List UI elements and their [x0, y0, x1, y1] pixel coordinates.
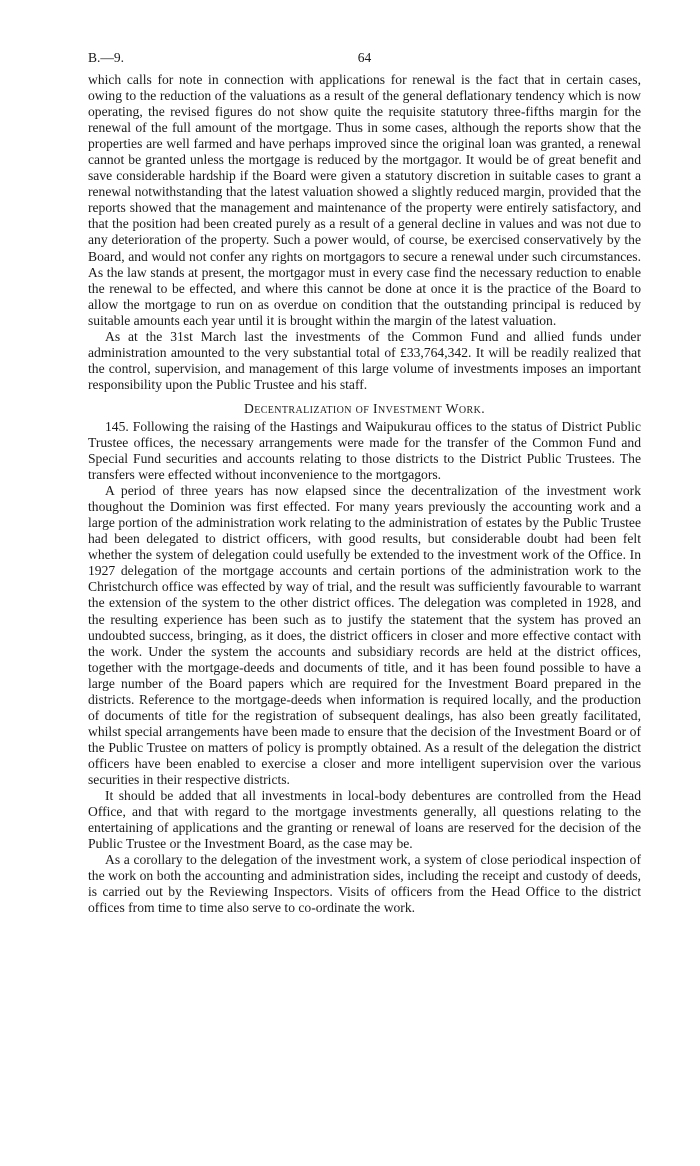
paragraph-decentralization-history: A period of three years has now elapsed since the decentralization of the investment work thoughout the Dominion was first effected. For many years previously the accounting work and a large portion of the administration work relating to the administration of estates by the Public Trustee had been delegated to district officers, with good results, but considerable doubt had been felt whether the system of delegation could usefully be extended to the investment work of the Office. In 1927 delegation of the mortgage accounts and certain portions of the administration work to the Christchurch office was effected by way of trial, and the result was sufficiently favourable to warrant the extension of the system to the other district offices. The delegation was completed in 1928, and the resulting experience has been such as to justify the statement that the system has proved an undoubted success, bringing, as it does, the district officers in closer and more effective contact with the work. Under the system the accounts and subsidiary records are held at the district offices, together with the mortgage-deeds and documents of title, and it has been found possible to have a large number of the Board papers which are required for the Investment Board prepared in the districts. Reference to the mortgage-deeds when information is required locally, and the production of documents of title for the registration of subsequent dealings, has also been greatly facilitated, whilst special arrangements have been made to ensure that the decision of the Investment Board or of the Public Trustee on matters of policy is promptly obtained. As a result of the delegation the district officers have been enabled to exercise a closer and more intelligent supervision over the various securities in their respective districts.: [88, 483, 641, 787]
paragraph-head-office-control: It should be added that all investments in local-body debentures are controlled from the Head Office, and that with regard to the mortgage investments generally, all questions relating to the entertaining of applications and the granting or renewal of loans are reserved for the decision of the Public Trustee or the Investment Board, as the case may be.: [88, 788, 641, 852]
page-number: 64: [357, 50, 372, 65]
section-heading: Decentralization of Investment Work.: [243, 400, 486, 416]
paragraph-continuation: which calls for note in connection with applications for renewal is the fact that in certain cases, owing to the reduction of the valuations as a result of the general deflationary tendency which is now operating, the revised figures do not show quite the requisite statutory three-fifths margin for the renewal of the full amount of the mortgage. Thus in some cases, although the reports show that the properties are well farmed and have perhaps improved since the original loan was granted, a renewal cannot be granted unless the mortgage is reduced by the mortgagor. It would be of great benefit and save considerable hardship if the Board were given a statutory discretion in suitable cases to grant a renewal notwithstanding that the latest valuation showed a slightly reduced margin, provided that the reports showed that the management and maintenance of the property were entirely satisfactory, and that the position had been created purely as a result of a general decline in values and was not due to any deterioration of the property. Such a power would, of course, be exercised conservatively by the Board, and would not confer any rights on mortgagors to secure a renewal under such circumstances. As the law stands at present, the mortgagor must in every case find the necessary reduction to enable the renewal to be effected, and where this cannot be done at once it is the practice of the Board to allow the mortgage to run on as overdue on condition that the outstanding principal is reduced by suitable amounts each year until it is brought within the margin of the latest valuation.: [88, 72, 641, 328]
document-page: [88, 50, 641, 916]
document-reference: B.—9.: [88, 50, 125, 65]
paragraph-investments-total: As at the 31st March last the investments of the Common Fund and allied funds under administration amounted to the very substantial total of £33,764,342. It will be readily realized that the control, supervision, and management of this large volume of investments imposes an important responsibility upon the Public Trustee and his staff.: [88, 328, 641, 392]
paragraph-inspection: As a corollary to the delegation of the investment work, a system of close periodical inspection of the work on both the accounting and administration sides, including the receipt and custody of deeds, is carried out by the Reviewing Inspectors. Visits of officers from the Head Office to the district offices from time to time also serve to co-ordinate the work.: [88, 852, 641, 916]
running-head: [88, 50, 641, 72]
paragraph-145: 145. Following the raising of the Hastings and Waipukurau offices to the status of District Public Trustee offices, the necessary arrangements were made for the transfer of the Common Fund and Special Fund securities and accounts relating to those districts to the District Public Trustees. The transfers were effected without inconvenience to the mortgagors.: [88, 418, 641, 483]
document-body: [88, 72, 641, 916]
